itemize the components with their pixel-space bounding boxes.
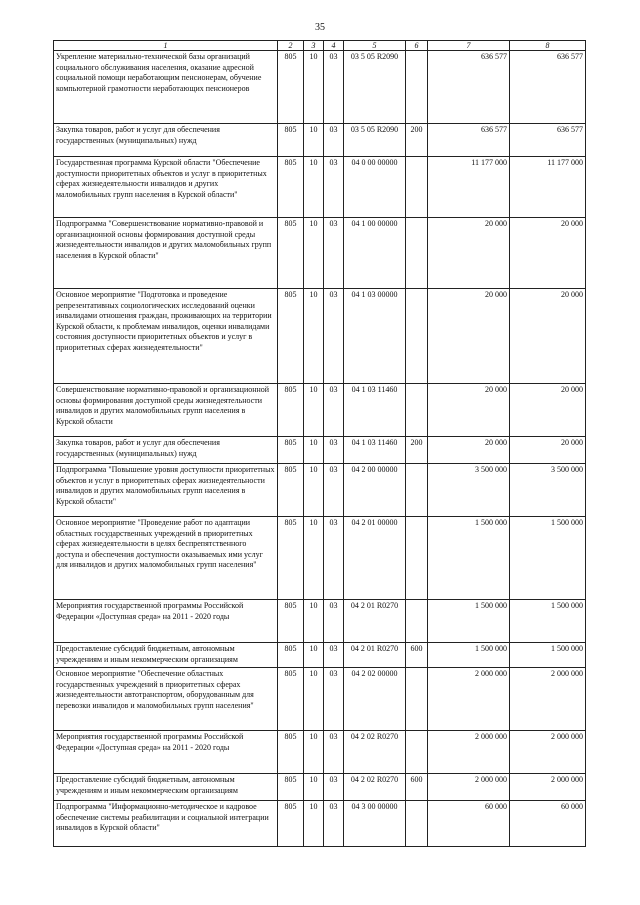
section-code-cell: 10 bbox=[304, 218, 324, 289]
section-code-cell: 10 bbox=[304, 464, 324, 517]
target-article-cell: 04 2 02 R0270 bbox=[344, 774, 406, 801]
subsection-code-cell: 03 bbox=[324, 437, 344, 464]
subsection-code-cell: 03 bbox=[324, 668, 344, 731]
gr-code-cell: 805 bbox=[278, 517, 304, 600]
table-row bbox=[54, 124, 586, 157]
expense-type-cell: 600 bbox=[406, 643, 428, 668]
section-code-cell: 10 bbox=[304, 437, 324, 464]
amount-cell: 3 500 000 bbox=[510, 464, 586, 517]
target-article-cell: 04 0 00 00000 bbox=[344, 157, 406, 218]
row-name-cell: Закупка товаров, работ и услуг для обеспечения государственных (муниципальных) нужд bbox=[54, 437, 278, 464]
expense-type-cell: 200 bbox=[406, 437, 428, 464]
amount-cell: 11 177 000 bbox=[510, 157, 586, 218]
table-row bbox=[54, 668, 586, 731]
amount-cell: 1 500 000 bbox=[428, 600, 510, 643]
section-code-cell: 10 bbox=[304, 124, 324, 157]
table-row bbox=[54, 289, 586, 384]
expense-type-cell bbox=[406, 668, 428, 731]
column-header: 7 bbox=[428, 41, 510, 51]
target-article-cell: 04 1 03 00000 bbox=[344, 289, 406, 384]
target-article-cell: 04 2 01 R0270 bbox=[344, 600, 406, 643]
amount-cell: 20 000 bbox=[510, 384, 586, 437]
column-header: 5 bbox=[344, 41, 406, 51]
amount-cell: 1 500 000 bbox=[510, 600, 586, 643]
subsection-code-cell: 03 bbox=[324, 731, 344, 774]
column-header: 8 bbox=[510, 41, 586, 51]
section-code-cell: 10 bbox=[304, 289, 324, 384]
target-article-cell: 04 1 00 00000 bbox=[344, 218, 406, 289]
section-code-cell: 10 bbox=[304, 157, 324, 218]
gr-code-cell: 805 bbox=[278, 124, 304, 157]
subsection-code-cell: 03 bbox=[324, 464, 344, 517]
row-name-cell: Подпрограмма "Повышение уровня доступности приоритетных объектов и услуг в приоритетных сферах жизнедеятельности инвалидов и других маломобильных групп населения в Курской области" bbox=[54, 464, 278, 517]
column-header: 3 bbox=[304, 41, 324, 51]
column-header: 1 bbox=[54, 41, 278, 51]
row-name-cell: Укрепление материально-технической базы организаций социального обслуживания населения, оказание адресной социальной помощи неработающим пенсионерам, обучение компьютерной грамотности неработающих пенсионеров bbox=[54, 51, 278, 124]
table-row bbox=[54, 801, 586, 847]
section-code-cell: 10 bbox=[304, 643, 324, 668]
column-header: 6 bbox=[406, 41, 428, 51]
subsection-code-cell: 03 bbox=[324, 801, 344, 847]
subsection-code-cell: 03 bbox=[324, 124, 344, 157]
target-article-cell: 04 3 00 00000 bbox=[344, 801, 406, 847]
row-name-cell: Основное мероприятие "Подготовка и проведение репрезентативных социологических исследований оценки инвалидами отношения граждан, проживающих на территории Курской области, к проблемам инвалидов, оценки инвалидами состояния доступности приоритетных объектов и услуг в приоритетных сферах жизнедеятельности" bbox=[54, 289, 278, 384]
amount-cell: 636 577 bbox=[510, 124, 586, 157]
gr-code-cell: 805 bbox=[278, 157, 304, 218]
amount-cell: 2 000 000 bbox=[428, 731, 510, 774]
target-article-cell: 04 1 03 11460 bbox=[344, 437, 406, 464]
amount-cell: 2 000 000 bbox=[510, 731, 586, 774]
table-row bbox=[54, 384, 586, 437]
amount-cell: 1 500 000 bbox=[428, 643, 510, 668]
gr-code-cell: 805 bbox=[278, 51, 304, 124]
budget-table bbox=[53, 40, 586, 847]
gr-code-cell: 805 bbox=[278, 464, 304, 517]
row-name-cell: Мероприятия государственной программы Российской Федерации «Доступная среда» на 2011 - 2020 годы bbox=[54, 731, 278, 774]
table-row bbox=[54, 731, 586, 774]
table-row bbox=[54, 157, 586, 218]
amount-cell: 20 000 bbox=[510, 218, 586, 289]
page-number: 35 bbox=[315, 22, 325, 33]
table-row bbox=[54, 517, 586, 600]
expense-type-cell bbox=[406, 289, 428, 384]
subsection-code-cell: 03 bbox=[324, 774, 344, 801]
target-article-cell: 03 5 05 R2090 bbox=[344, 51, 406, 124]
target-article-cell: 04 1 03 11460 bbox=[344, 384, 406, 437]
expense-type-cell bbox=[406, 51, 428, 124]
amount-cell: 20 000 bbox=[510, 289, 586, 384]
subsection-code-cell: 03 bbox=[324, 643, 344, 668]
expense-type-cell bbox=[406, 600, 428, 643]
table-row bbox=[54, 437, 586, 464]
amount-cell: 1 500 000 bbox=[510, 517, 586, 600]
amount-cell: 2 000 000 bbox=[510, 774, 586, 801]
row-name-cell: Основное мероприятие "Проведение работ по адаптации областных государственных учреждений в приоритетных сферах жизнедеятельности в целях беспрепятственного доступа и обеспечения доступности оказываемых ими услуг для инвалидов и других маломобильных групп населения" bbox=[54, 517, 278, 600]
target-article-cell: 03 5 05 R2090 bbox=[344, 124, 406, 157]
section-code-cell: 10 bbox=[304, 517, 324, 600]
section-code-cell: 10 bbox=[304, 668, 324, 731]
expense-type-cell bbox=[406, 157, 428, 218]
table-row bbox=[54, 218, 586, 289]
row-name-cell: Подпрограмма "Совершенствование нормативно-правовой и организационной основы формирования доступной среды жизнедеятельности инвалидов и других маломобильных групп населения в Курской области" bbox=[54, 218, 278, 289]
section-code-cell: 10 bbox=[304, 801, 324, 847]
target-article-cell: 04 2 02 00000 bbox=[344, 668, 406, 731]
section-code-cell: 10 bbox=[304, 731, 324, 774]
row-name-cell: Государственная программа Курской области "Обеспечение доступности приоритетных объектов и услуг в приоритетных сферах жизнедеятельности инвалидов и других маломобильных групп населения в Курской области" bbox=[54, 157, 278, 218]
amount-cell: 20 000 bbox=[428, 437, 510, 464]
expense-type-cell: 600 bbox=[406, 774, 428, 801]
section-code-cell: 10 bbox=[304, 774, 324, 801]
column-header: 2 bbox=[278, 41, 304, 51]
amount-cell: 60 000 bbox=[510, 801, 586, 847]
subsection-code-cell: 03 bbox=[324, 218, 344, 289]
row-name-cell: Закупка товаров, работ и услуг для обеспечения государственных (муниципальных) нужд bbox=[54, 124, 278, 157]
amount-cell: 2 000 000 bbox=[510, 668, 586, 731]
gr-code-cell: 805 bbox=[278, 668, 304, 731]
amount-cell: 1 500 000 bbox=[428, 517, 510, 600]
amount-cell: 20 000 bbox=[510, 437, 586, 464]
amount-cell: 1 500 000 bbox=[510, 643, 586, 668]
amount-cell: 636 577 bbox=[428, 124, 510, 157]
table-row bbox=[54, 643, 586, 668]
subsection-code-cell: 03 bbox=[324, 289, 344, 384]
gr-code-cell: 805 bbox=[278, 437, 304, 464]
gr-code-cell: 805 bbox=[278, 289, 304, 384]
amount-cell: 20 000 bbox=[428, 218, 510, 289]
amount-cell: 20 000 bbox=[428, 289, 510, 384]
table-row bbox=[54, 600, 586, 643]
subsection-code-cell: 03 bbox=[324, 157, 344, 218]
subsection-code-cell: 03 bbox=[324, 517, 344, 600]
row-name-cell: Предоставление субсидий бюджетным, автономным учреждениям и иным некоммерческим организациям bbox=[54, 643, 278, 668]
target-article-cell: 04 2 01 R0270 bbox=[344, 643, 406, 668]
expense-type-cell bbox=[406, 384, 428, 437]
gr-code-cell: 805 bbox=[278, 218, 304, 289]
target-article-cell: 04 2 00 00000 bbox=[344, 464, 406, 517]
gr-code-cell: 805 bbox=[278, 600, 304, 643]
table-row bbox=[54, 51, 586, 124]
row-name-cell: Совершенствование нормативно-правовой и организационной основы формирования доступной среды жизнедеятельности инвалидов и других маломобильных групп населения в Курской области bbox=[54, 384, 278, 437]
header-row bbox=[54, 41, 586, 51]
target-article-cell: 04 2 02 R0270 bbox=[344, 731, 406, 774]
section-code-cell: 10 bbox=[304, 384, 324, 437]
amount-cell: 2 000 000 bbox=[428, 774, 510, 801]
table-row bbox=[54, 464, 586, 517]
gr-code-cell: 805 bbox=[278, 774, 304, 801]
table-row bbox=[54, 774, 586, 801]
expense-type-cell bbox=[406, 464, 428, 517]
subsection-code-cell: 03 bbox=[324, 384, 344, 437]
subsection-code-cell: 03 bbox=[324, 600, 344, 643]
section-code-cell: 10 bbox=[304, 600, 324, 643]
gr-code-cell: 805 bbox=[278, 384, 304, 437]
expense-type-cell: 200 bbox=[406, 124, 428, 157]
amount-cell: 3 500 000 bbox=[428, 464, 510, 517]
gr-code-cell: 805 bbox=[278, 731, 304, 774]
column-header: 4 bbox=[324, 41, 344, 51]
amount-cell: 2 000 000 bbox=[428, 668, 510, 731]
target-article-cell: 04 2 01 00000 bbox=[344, 517, 406, 600]
gr-code-cell: 805 bbox=[278, 643, 304, 668]
expense-type-cell bbox=[406, 731, 428, 774]
expense-type-cell bbox=[406, 517, 428, 600]
row-name-cell: Мероприятия государственной программы Российской Федерации «Доступная среда» на 2011 - 2020 годы bbox=[54, 600, 278, 643]
table-body bbox=[54, 51, 586, 847]
row-name-cell: Предоставление субсидий бюджетным, автономным учреждениям и иным некоммерческим организациям bbox=[54, 774, 278, 801]
gr-code-cell: 805 bbox=[278, 801, 304, 847]
row-name-cell: Подпрограмма "Информационно-методическое и кадровое обеспечение системы реабилитации и социальной интеграции инвалидов в Курской области" bbox=[54, 801, 278, 847]
amount-cell: 636 577 bbox=[510, 51, 586, 124]
expense-type-cell bbox=[406, 801, 428, 847]
expense-type-cell bbox=[406, 218, 428, 289]
row-name-cell: Основное мероприятие "Обеспечение областных государственных учреждений в приоритетных сферах жизнедеятельности автотранспортом, оборудованным для перевозки инвалидов и маломобильных групп населения" bbox=[54, 668, 278, 731]
subsection-code-cell: 03 bbox=[324, 51, 344, 124]
section-code-cell: 10 bbox=[304, 51, 324, 124]
amount-cell: 20 000 bbox=[428, 384, 510, 437]
amount-cell: 636 577 bbox=[428, 51, 510, 124]
amount-cell: 60 000 bbox=[428, 801, 510, 847]
amount-cell: 11 177 000 bbox=[428, 157, 510, 218]
